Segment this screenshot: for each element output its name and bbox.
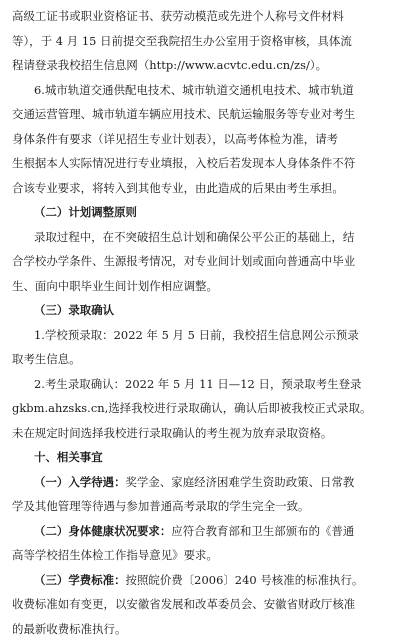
line-text: 程请登录我校招生信息网（http://www.acvtc.edu.cn/zs/）。 bbox=[12, 58, 327, 72]
lead-text: （一）入学待遇： bbox=[34, 475, 126, 489]
line-text: 生、面向中职毕业生间计划作相应调整。 bbox=[12, 279, 218, 293]
line-text: 交通运营管理、城市轨道车辆应用技术、民航运输服务等专业对考生 bbox=[12, 107, 355, 121]
text-line-24 bbox=[12, 568, 399, 593]
text-line-5 bbox=[12, 102, 399, 127]
text-line-25 bbox=[12, 592, 399, 617]
line-text: 录取过程中，在不突破招生总计划和确保公平公正的基础上，结 bbox=[34, 230, 354, 244]
text-line-26 bbox=[12, 617, 399, 641]
heading-text: （二）计划调整原则 bbox=[34, 205, 137, 219]
text-line-1 bbox=[12, 4, 399, 29]
line-text: 身体条件有要求（详见招生专业计划表），以高考体检为准，请考 bbox=[12, 132, 338, 146]
line-text: 合学校办学条件、生源报考情况，对专业间计划或面向普通高中毕业 bbox=[12, 254, 355, 268]
line-text: 未在规定时间选择我校进行录取确认的考生视为放弃录取资格。 bbox=[12, 426, 332, 440]
text-line-3 bbox=[12, 53, 399, 78]
text-line-17 bbox=[12, 396, 399, 421]
line-text: 按照皖价费〔2006〕240 号核准的标准执行。 bbox=[126, 573, 364, 587]
lead-text: （二）身体健康状况要求： bbox=[34, 524, 171, 538]
text-line-12 bbox=[12, 274, 399, 299]
text-line-11 bbox=[12, 249, 399, 274]
line-text: 高等学校招生体检工作指导意见》要求。 bbox=[12, 548, 218, 562]
line-text: gkbm.ahzsks.cn,选择我校进行录取确认，确认后即被我校正式录取。 bbox=[12, 401, 371, 415]
line-text: 应符合教育部和卫生部颁布的《普通 bbox=[171, 524, 354, 538]
heading-text: （三）录取确认 bbox=[34, 303, 114, 317]
text-line-16 bbox=[12, 372, 399, 397]
text-line-8 bbox=[12, 176, 399, 201]
text-line-20 bbox=[12, 470, 399, 495]
text-line-14 bbox=[12, 323, 399, 348]
text-line-10 bbox=[12, 225, 399, 250]
text-line-23 bbox=[12, 543, 399, 568]
line-text: 等），于 4 月 15 日前提交至我院招生办公室用于资格审核，具体流 bbox=[12, 34, 352, 48]
section-heading-related-matters bbox=[12, 445, 399, 470]
line-text: 收费标准如有变更，以安徽省发展和改革委员会、安徽省财政厅核准 bbox=[12, 597, 355, 611]
line-text: 2.考生录取确认：2022 年 5 月 11 日—12 日，预录取考生登录 bbox=[34, 377, 361, 391]
line-text: 的最新收费标准执行。 bbox=[12, 622, 126, 636]
line-text: 奖学金、家庭经济困难学生资助政策、日常教 bbox=[126, 475, 355, 489]
line-text: 生根据本人实际情况进行专业填报，入校后若发现本人身体条件不符 bbox=[12, 156, 355, 170]
heading-text: 十、相关事宜 bbox=[34, 450, 103, 464]
line-text: 学及其他管理等待遇与参加普通高考录取的学生完全一致。 bbox=[12, 499, 309, 513]
text-line-6 bbox=[12, 127, 399, 152]
text-line-2 bbox=[12, 29, 399, 54]
section-heading-admission-confirm bbox=[12, 298, 399, 323]
text-line-7 bbox=[12, 151, 399, 176]
section-heading-plan-adjustment bbox=[12, 200, 399, 225]
line-text: 合该专业要求，将转入到其他专业，由此造成的后果由考生承担。 bbox=[12, 181, 344, 195]
line-text: 1.学校预录取：2022 年 5 月 5 日前，我校招生信息网公示预录 bbox=[34, 328, 359, 342]
text-line-22 bbox=[12, 519, 399, 544]
text-line-18 bbox=[12, 421, 399, 446]
line-text: 高级工证书或职业资格证书、获劳动模范或先进个人称号文件材料 bbox=[12, 9, 344, 23]
line-text: 6.城市轨道交通供配电技术、城市轨道交通机电技术、城市轨道 bbox=[34, 83, 354, 97]
text-line-15 bbox=[12, 347, 399, 372]
line-text: 取考生信息。 bbox=[12, 352, 81, 366]
text-line-4 bbox=[12, 78, 399, 103]
lead-text: （三）学费标准： bbox=[34, 573, 126, 587]
text-line-21 bbox=[12, 494, 399, 519]
